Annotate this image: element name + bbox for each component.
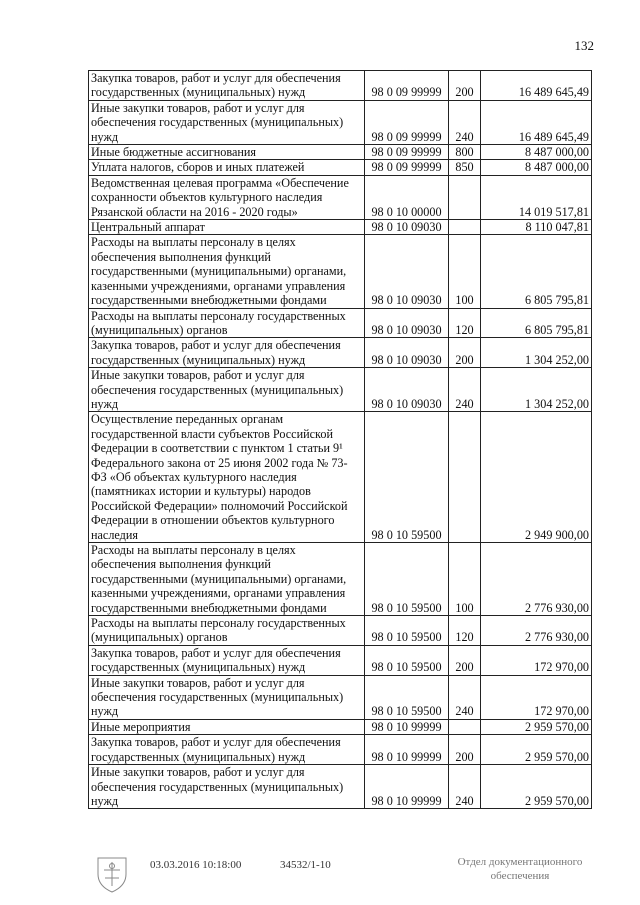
footer-department [440,855,600,883]
row-code: 98 0 10 59500 [365,412,449,543]
row-sum: 1 304 252,00 [481,338,592,368]
row-name: Расходы на выплаты персоналу государственных (муниципальных) органов [89,616,365,646]
row-sum: 172 970,00 [481,675,592,719]
row-code: 98 0 10 59500 [365,645,449,675]
table-row [89,765,592,809]
row-type: 120 [449,616,481,646]
row-code: 98 0 10 09030 [365,338,449,368]
table-row [89,71,592,101]
row-code: 98 0 09 99999 [365,160,449,175]
row-name: Расходы на выплаты персоналу в целях обеспечения выполнения функций государственными (муниципальными) органами, казенными учреждениями, органами управления государственными внебюджетными фондами [89,235,365,308]
row-code: 98 0 10 09030 [365,235,449,308]
table-row [89,338,592,368]
row-sum: 14 019 517,81 [481,175,592,219]
table-row [89,175,592,219]
row-sum: 8 487 000,00 [481,160,592,175]
row-sum: 6 805 795,81 [481,235,592,308]
table-row [89,412,592,543]
table-row [89,368,592,412]
row-name: Уплата налогов, сборов и иных платежей [89,160,365,175]
row-type: 850 [449,160,481,175]
row-sum: 2 959 570,00 [481,719,592,734]
row-type: 240 [449,100,481,144]
row-type: 200 [449,645,481,675]
table-row [89,145,592,160]
row-code: 98 0 10 99999 [365,719,449,734]
row-code: 98 0 10 59500 [365,616,449,646]
table-row [89,543,592,616]
row-sum: 2 776 930,00 [481,543,592,616]
row-name: Иные закупки товаров, работ и услуг для обеспечения государственных (муниципальных) нужд [89,368,365,412]
row-type: 240 [449,765,481,809]
coat-of-arms-icon [92,852,132,894]
row-name: Ведомственная целевая программа «Обеспечение сохранности объектов культурного наследия Рязанской области на 2016 - 2020 годы» [89,175,365,219]
footer-reg-number: 34532/1-10 [280,859,331,871]
footer-dept-line: Отдел документационного [457,856,583,868]
row-code: 98 0 10 09030 [365,368,449,412]
row-type: 240 [449,368,481,412]
row-sum: 1 304 252,00 [481,368,592,412]
row-code: 98 0 09 99999 [365,71,449,101]
row-name: Иные закупки товаров, работ и услуг для обеспечения государственных (муниципальных) нужд [89,675,365,719]
table-row [89,100,592,144]
row-sum: 16 489 645,49 [481,71,592,101]
row-name: Иные мероприятия [89,719,365,734]
row-type: 200 [449,735,481,765]
row-name: Иные закупки товаров, работ и услуг для обеспечения государственных (муниципальных) нужд [89,765,365,809]
row-type: 120 [449,308,481,338]
table-row [89,308,592,338]
row-name: Осуществление переданных органам государственной власти субъектов Российской Федерации в соответствии с пунктом 1 статьи 9¹ Федерального закона от 25 июня 2002 года № 73-ФЗ «Об объектах культурного наследия (памятниках истории и культуры) народов Российской Федерации» полномочий Российской Федерации в отношении объектов культурного наследия [89,412,365,543]
page-number: 132 [574,38,594,53]
row-name: Расходы на выплаты персоналу в целях обеспечения выполнения функций государственными (муниципальными) органами, казенными учреждениями, органами управления государственными внебюджетными фондами [89,543,365,616]
row-name: Закупка товаров, работ и услуг для обеспечения государственных (муниципальных) нужд [89,735,365,765]
row-type: 200 [449,338,481,368]
document-footer [0,855,640,895]
table-row [89,616,592,646]
row-code: 98 0 09 99999 [365,145,449,160]
row-code: 98 0 09 99999 [365,100,449,144]
row-code: 98 0 10 59500 [365,675,449,719]
row-code: 98 0 10 99999 [365,735,449,765]
row-code: 98 0 10 09030 [365,308,449,338]
row-type [449,220,481,235]
row-name: Закупка товаров, работ и услуг для обеспечения государственных (муниципальных) нужд [89,338,365,368]
table-row [89,160,592,175]
table-row [89,675,592,719]
row-type [449,175,481,219]
row-type: 100 [449,543,481,616]
row-code: 98 0 10 09030 [365,220,449,235]
row-sum: 16 489 645,49 [481,100,592,144]
row-type: 100 [449,235,481,308]
row-sum: 8 110 047,81 [481,220,592,235]
row-sum: 172 970,00 [481,645,592,675]
row-sum: 2 776 930,00 [481,616,592,646]
row-sum: 6 805 795,81 [481,308,592,338]
row-name: Расходы на выплаты персоналу государственных (муниципальных) органов [89,308,365,338]
row-type: 240 [449,675,481,719]
footer-date: 03.03.2016 10:18:00 [150,859,242,871]
row-sum: 2 949 900,00 [481,412,592,543]
table-row [89,735,592,765]
row-code: 98 0 10 00000 [365,175,449,219]
row-name: Закупка товаров, работ и услуг для обеспечения государственных (муниципальных) нужд [89,71,365,101]
table-row [89,645,592,675]
row-name: Закупка товаров, работ и услуг для обеспечения государственных (муниципальных) нужд [89,645,365,675]
row-type [449,719,481,734]
row-name: Центральный аппарат [89,220,365,235]
table-row [89,220,592,235]
row-code: 98 0 10 59500 [365,543,449,616]
row-sum: 2 959 570,00 [481,765,592,809]
row-type [449,412,481,543]
budget-table [88,70,592,809]
footer-dept-line: обеспечения [490,870,550,882]
row-sum: 8 487 000,00 [481,145,592,160]
row-name: Иные закупки товаров, работ и услуг для обеспечения государственных (муниципальных) нужд [89,100,365,144]
row-code: 98 0 10 99999 [365,765,449,809]
row-sum: 2 959 570,00 [481,735,592,765]
row-type: 200 [449,71,481,101]
table-row [89,719,592,734]
row-type: 800 [449,145,481,160]
table-row [89,235,592,308]
row-name: Иные бюджетные ассигнования [89,145,365,160]
